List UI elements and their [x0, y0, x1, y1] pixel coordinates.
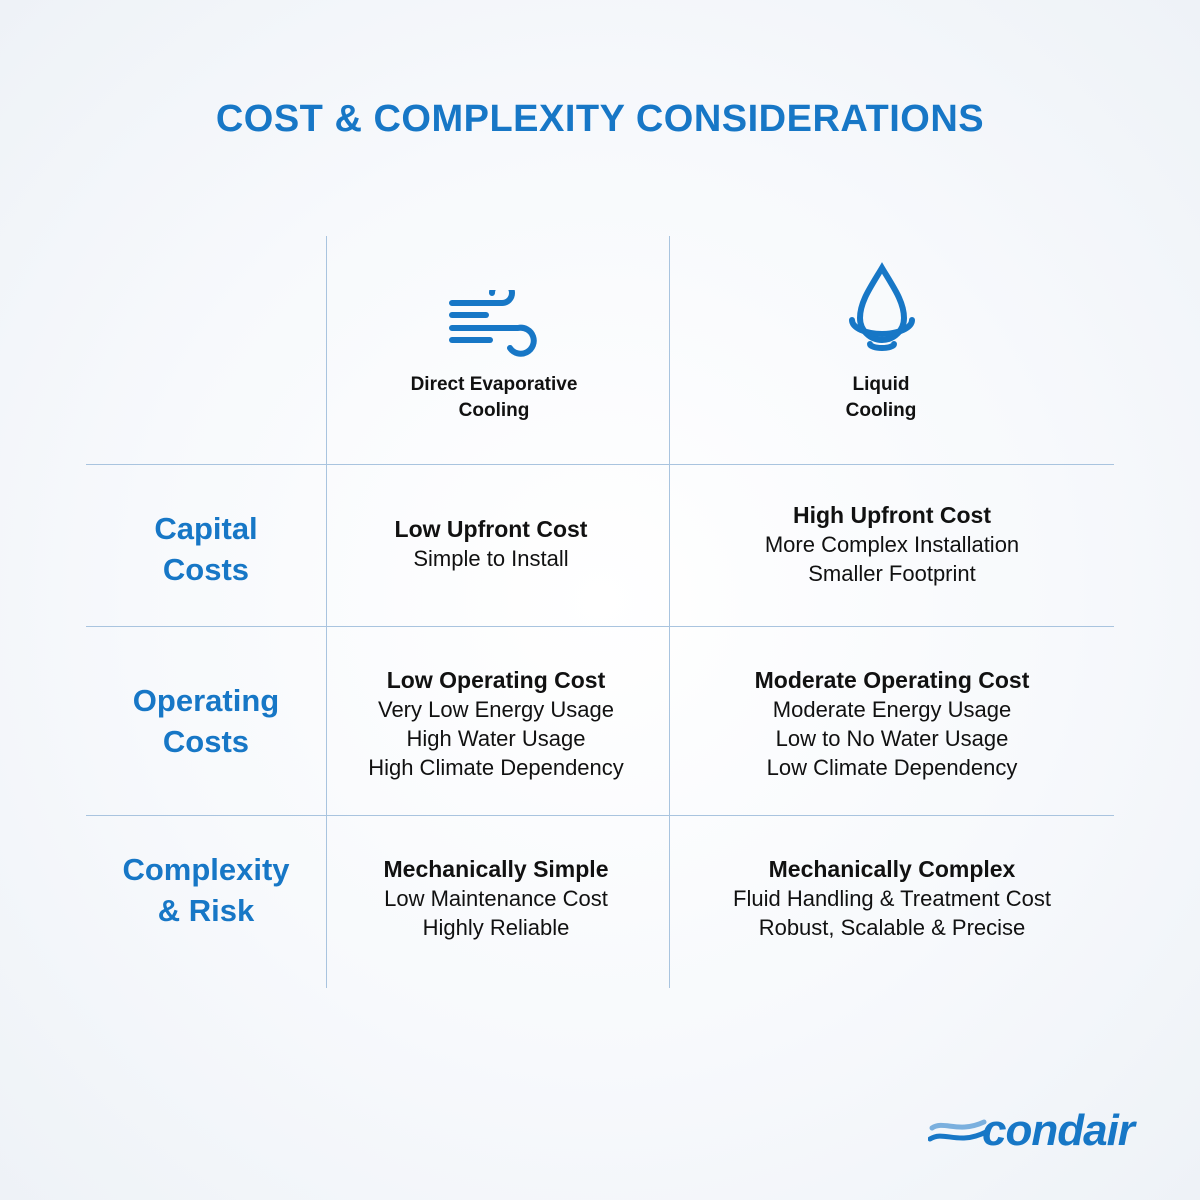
row-label-line: Costs: [162, 724, 250, 759]
column-header-line: Liquid: [852, 374, 910, 395]
cell-heading: Low Upfront Cost: [394, 516, 588, 542]
column-header-line: Cooling: [845, 400, 917, 421]
condair-logo: [928, 1106, 1156, 1162]
cell-capital-liquid: [700, 501, 1084, 588]
row-label-capital-costs: [86, 508, 326, 590]
grid-divider: [669, 236, 670, 988]
cell-line: Low to No Water Usage: [775, 726, 1009, 751]
grid-divider: [86, 626, 1114, 627]
cell-complexity-direct-evaporative: [336, 855, 656, 942]
cell-line: Low Maintenance Cost: [384, 886, 608, 911]
cell-line: More Complex Installation: [764, 532, 1020, 557]
wave-logo-icon: [928, 1114, 988, 1154]
cell-heading: High Upfront Cost: [792, 502, 991, 528]
water-drop-icon: [830, 262, 934, 362]
cell-complexity-liquid: [690, 855, 1094, 942]
cell-line: Highly Reliable: [422, 915, 570, 940]
column-header-line: Cooling: [458, 400, 530, 421]
row-label-line: Costs: [162, 552, 250, 587]
brand-name: condair: [982, 1106, 1134, 1155]
cell-heading: Moderate Operating Cost: [754, 667, 1030, 693]
row-label-line: & Risk: [157, 893, 255, 928]
row-label-operating-costs: [86, 680, 326, 762]
column-header-direct-evaporative: [370, 372, 618, 424]
cell-line: Low Climate Dependency: [766, 755, 1018, 780]
column-header-line: Direct Evaporative: [410, 374, 578, 395]
column-header-liquid-cooling: [760, 372, 1002, 424]
cell-line: Moderate Energy Usage: [772, 697, 1012, 722]
grid-divider: [86, 815, 1114, 816]
grid-divider: [326, 236, 327, 988]
cell-line: High Climate Dependency: [368, 755, 624, 780]
page-title: COST & COMPLEXITY CONSIDERATIONS: [215, 98, 985, 140]
cell-heading: Mechanically Simple: [383, 856, 609, 882]
cell-line: Very Low Energy Usage: [377, 697, 615, 722]
cell-line: Fluid Handling & Treatment Cost: [733, 886, 1051, 911]
cell-line: High Water Usage: [406, 726, 586, 751]
row-label-line: Capital: [154, 511, 258, 546]
cell-heading: Mechanically Complex: [768, 856, 1016, 882]
cell-line: Simple to Install: [413, 546, 569, 571]
row-label-line: Operating: [132, 683, 280, 718]
row-label-complexity-risk: [86, 849, 326, 931]
cell-heading: Low Operating Cost: [386, 667, 606, 693]
cell-operating-liquid: [700, 666, 1084, 782]
cell-line: Smaller Footprint: [808, 561, 976, 586]
cell-capital-direct-evaporative: [336, 515, 646, 573]
cell-operating-direct-evaporative: [336, 666, 656, 782]
row-label-line: Complexity: [122, 852, 290, 887]
cell-line: Robust, Scalable & Precise: [758, 915, 1026, 940]
wind-icon: [444, 290, 544, 360]
grid-divider: [86, 464, 1114, 465]
